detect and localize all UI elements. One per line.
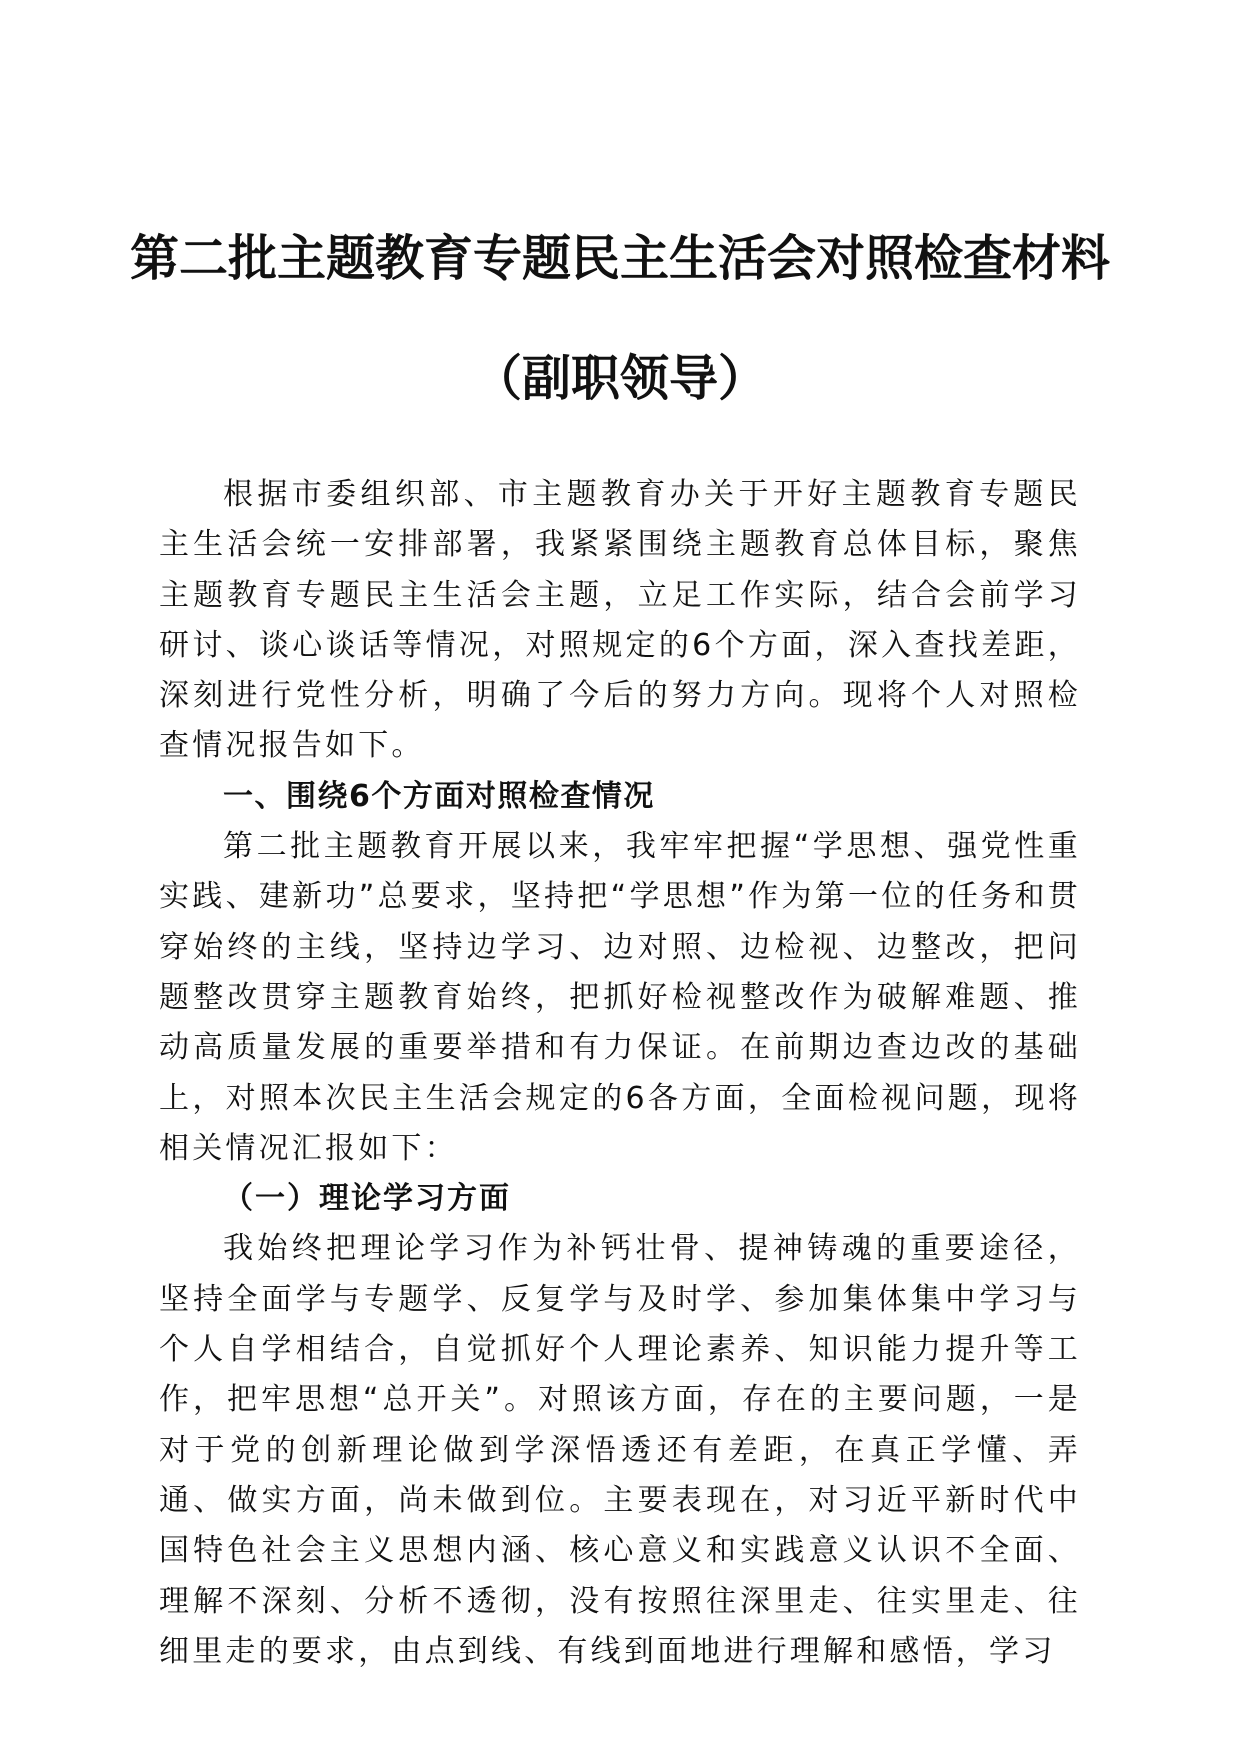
intro-paragraph: 根据市委组织部、市主题教育办关于开好主题教育专题民主生活会统一安排部署，我紧紧围绕主题教育总体目标，聚焦主题教育专题民主生活会主题，立足工作实际，结合会前学习研讨、谈心谈话等情况，对照规定的6个方面，深入查找差距，深刻进行党性分析，明确了今后的努力方向。现将个人对照检查情况报告如下。 <box>159 477 1081 764</box>
document-subtitle: （副职领导） <box>472 349 767 407</box>
document-title: 第二批主题教育专题民主生活会对照检查材料 <box>129 229 1110 287</box>
document-body <box>159 470 1081 1677</box>
section-paragraph: 第二批主题教育开展以来，我牢牢把握“学思想、强党性重实践、建新功”总要求，坚持把“学思想”作为第一位的任务和贯穿始终的主线，坚持边学习、边对照、边检视、边整改，把问题整改贯穿主题教育始终，把抓好检视整改作为破解难题、推动高质量发展的重要举措和有力保证。在前期边查边改的基础上，对照本次民主生活会规定的6各方面，全面检视问题，现将相关情况汇报如下： <box>159 829 1081 1166</box>
subsection-paragraph: 我始终把理论学习作为补钙壮骨、提神铸魂的重要途径，坚持全面学与专题学、反复学与及时学、参加集体集中学习与个人自学相结合，自觉抓好个人理论素养、知识能力提升等工作，把牢思想“总开关”。对照该方面，存在的主要问题，一是对于党的创新理论做到学深悟透还有差距，在真正学懂、弄通、做实方面，尚未做到位。主要表现在，对习近平新时代中国特色社会主义思想内涵、核心意义和实践意义认识不全面、理解不深刻、分析不透彻，没有按照往深里走、往实里走、往细里走的要求，由点到线、有线到面地进行理解和感悟，学习 <box>159 1231 1081 1669</box>
subsection-heading: （一）理论学习方面 <box>223 1181 511 1217</box>
section-heading: 一、围绕6个方面对照检查情况 <box>223 778 655 814</box>
